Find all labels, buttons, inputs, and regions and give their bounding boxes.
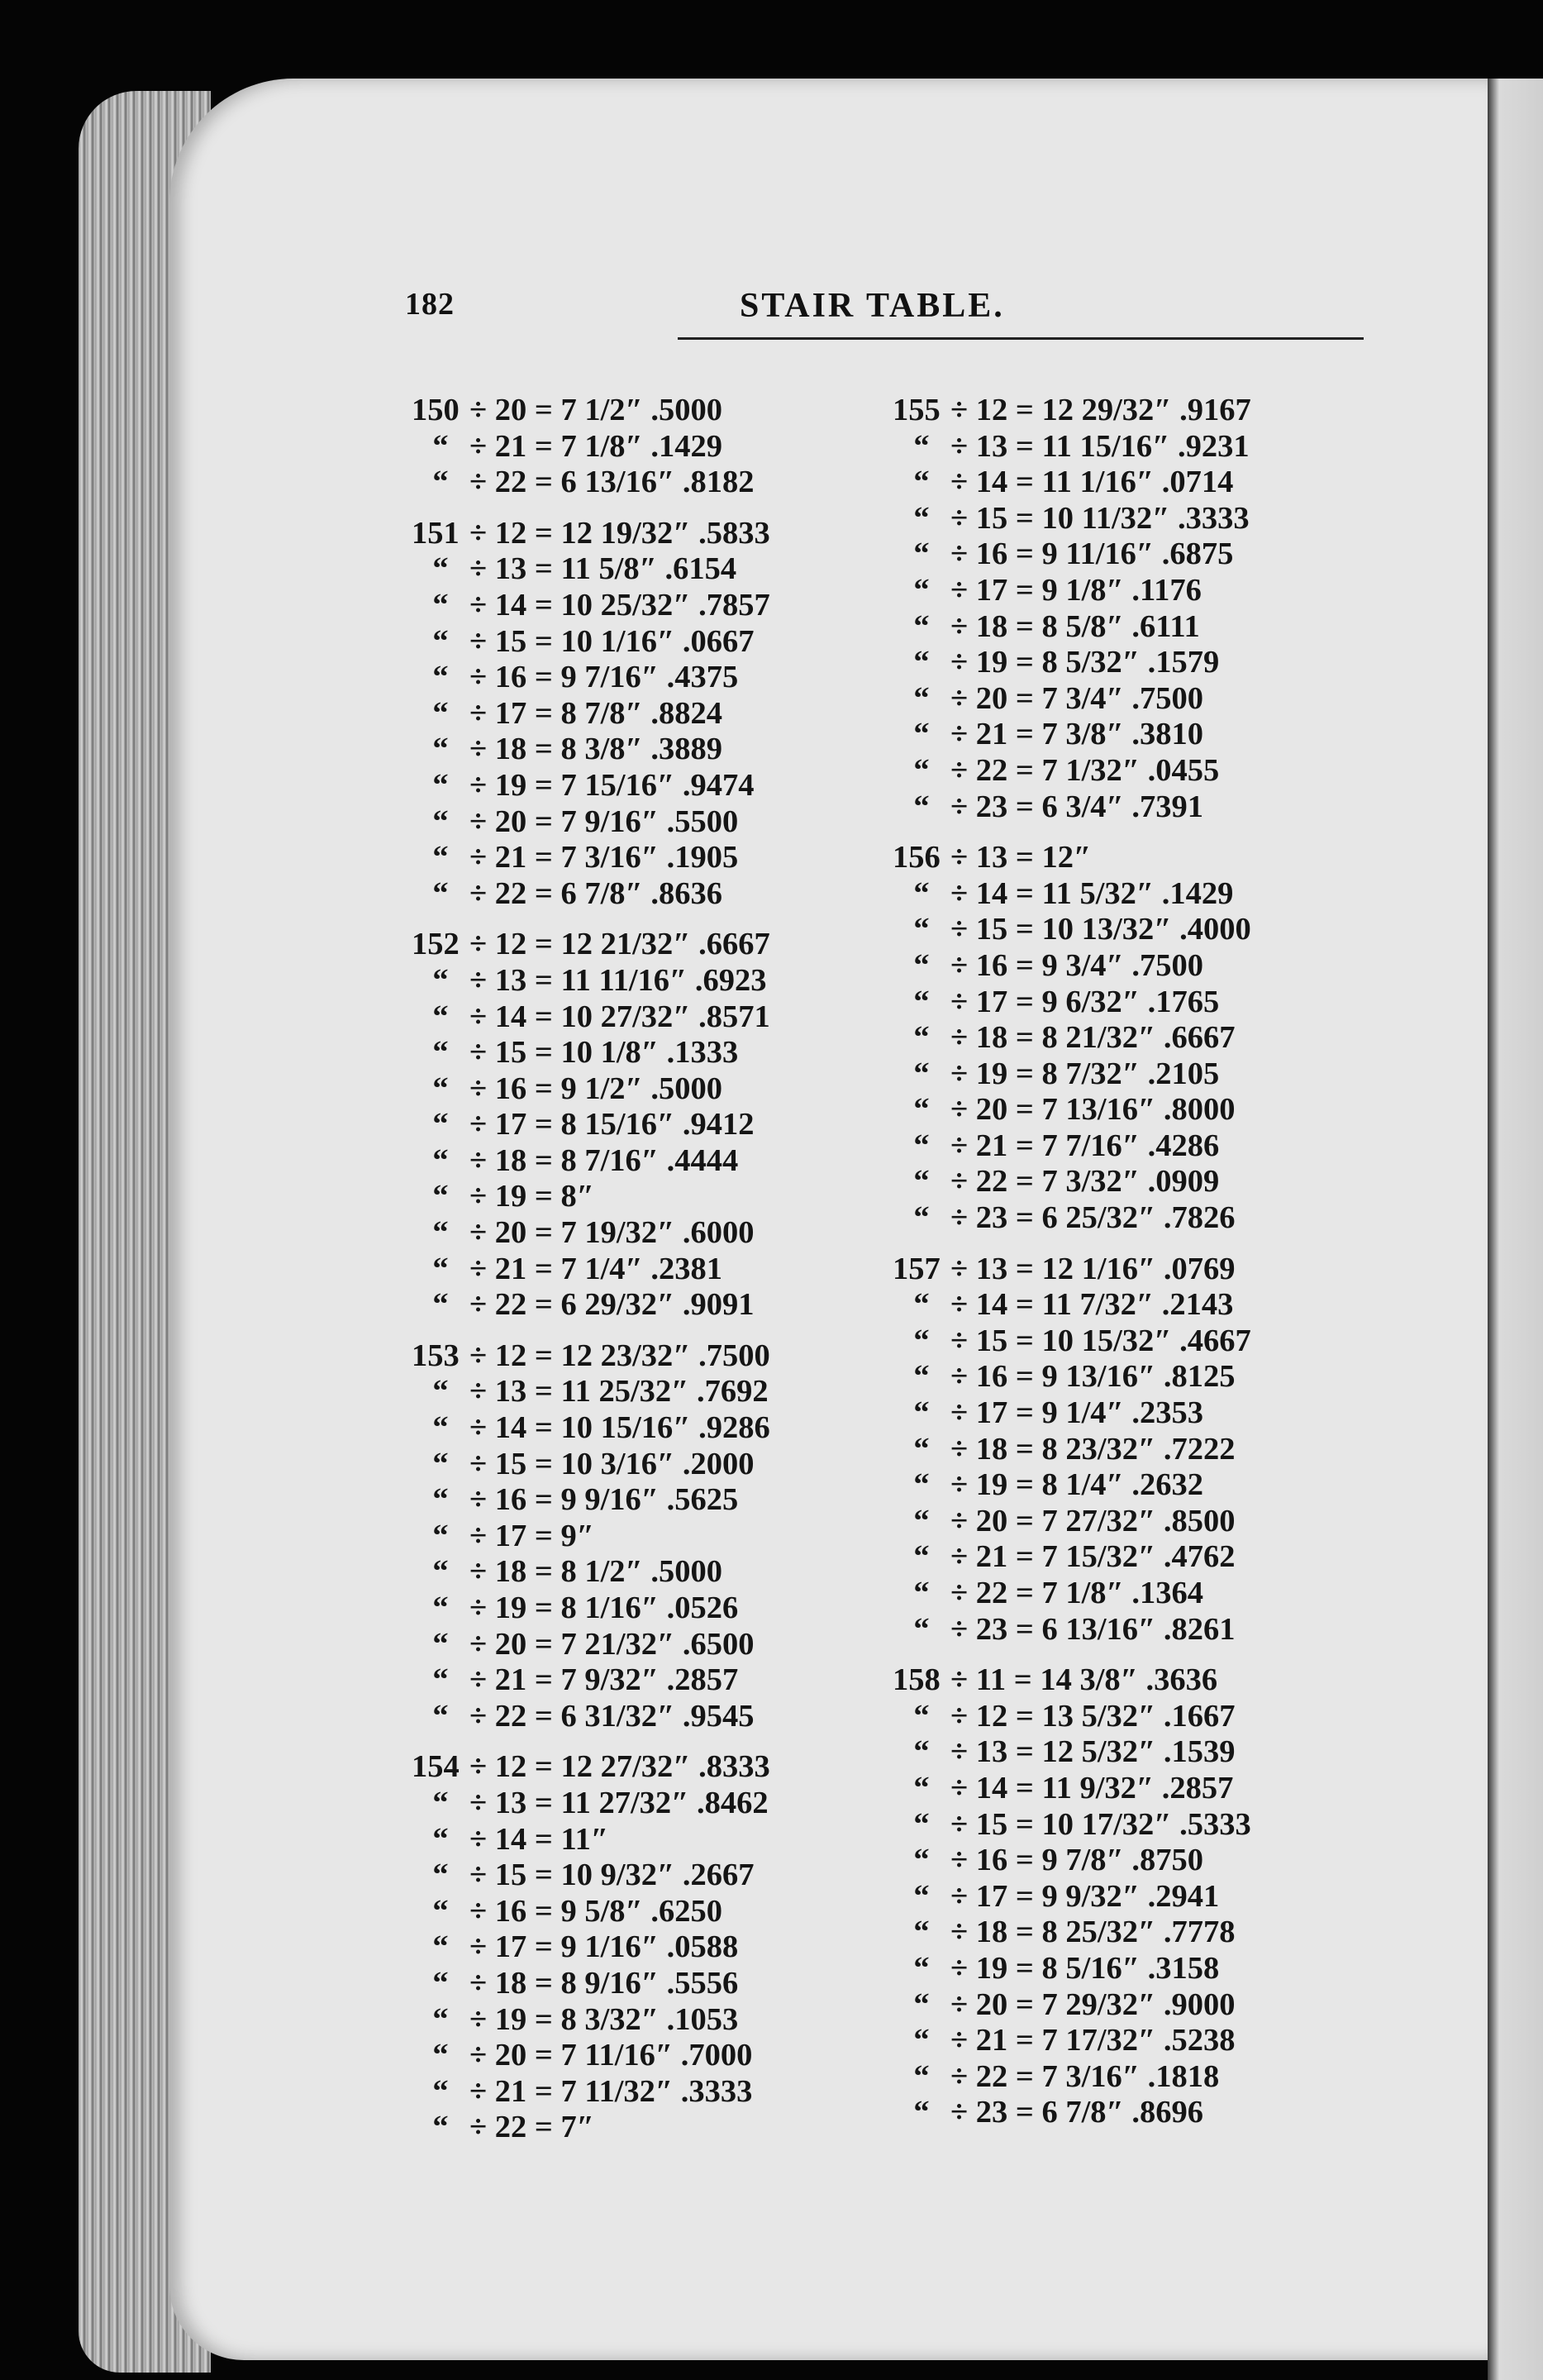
ditto-mark: “ [432,660,449,695]
stair-table-row [893,501,1388,537]
riser-calculation: ÷ 19 = 8″ [469,1179,594,1214]
stair-table-row [893,393,1388,429]
ditto-mark: “ [432,2038,449,2073]
riser-calculation: ÷ 18 = 8 21/32″ .6667 [950,1020,1236,1056]
stair-table-row [412,1554,907,1591]
stair-table-row [893,789,1388,826]
stair-table-row [412,429,907,465]
stair-table-row [893,840,1388,876]
ditto-mark: “ [432,1142,449,1178]
running-title: STAIR TABLE. [740,287,1005,325]
riser-calculation: ÷ 23 = 6 3/4″ .7391 [950,789,1204,824]
ditto-mark: “ [432,1287,449,1323]
riser-calculation: ÷ 21 = 7 3/8″ .3810 [950,717,1204,752]
ditto-mark: “ [432,1107,449,1142]
stair-table-row [412,1071,907,1108]
riser-calculation: ÷ 14 = 11 5/32″ .1429 [950,875,1234,911]
stair-table-row [893,429,1388,465]
riser-calculation: ÷ 15 = 10 11/32″ .3333 [950,500,1250,536]
ditto-mark: “ [913,428,930,464]
stair-table-row [412,876,907,913]
ditto-mark: “ [913,1698,930,1734]
stair-table-row [412,804,907,841]
riser-calculation: ÷ 17 = 8 7/8″ .8824 [469,695,723,731]
riser-calculation: ÷ 13 = 11 25/32″ .7692 [469,1374,769,1409]
ditto-mark: “ [913,1539,930,1575]
ditto-mark: “ [432,1251,449,1286]
stair-table-row [412,1252,907,1288]
stair-table-row [893,609,1388,646]
riser-calculation: ÷ 14 = 11 7/32″ .2143 [950,1287,1234,1323]
stair-table-row [412,516,907,552]
ditto-mark: “ [432,840,449,875]
page-header [405,286,1355,336]
riser-calculation: ÷ 15 = 10 13/32″ .4000 [950,912,1251,947]
ditto-mark: “ [432,2073,449,2109]
ditto-mark: “ [913,912,930,947]
stair-table-row [893,1432,1388,1468]
riser-calculation: ÷ 20 = 7 19/32″ .6000 [469,1215,755,1251]
stair-table-row [893,537,1388,573]
ditto-mark: “ [432,1785,449,1820]
riser-calculation: ÷ 21 = 7 3/16″ .1905 [469,840,739,875]
riser-calculation: ÷ 16 = 9 1/2″ .5000 [469,1071,723,1106]
ditto-mark: “ [432,767,449,803]
ditto-mark: “ [913,1395,930,1431]
ditto-mark: “ [432,1035,449,1071]
riser-calculation: ÷ 15 = 10 3/16″ .2000 [469,1446,755,1481]
stair-table-row [412,2074,907,2111]
stair-table-row [412,1591,907,1627]
stair-table-group [412,1749,907,2146]
riser-calculation: ÷ 16 = 9 9/16″ .5625 [469,1482,739,1518]
riser-calculation: ÷ 21 = 7 17/32″ .5238 [950,2023,1236,2058]
ditto-mark: “ [432,1410,449,1446]
ditto-mark: “ [913,1128,930,1163]
stair-table-row [893,1539,1388,1576]
riser-calculation: ÷ 14 = 10 27/32″ .8571 [469,999,770,1034]
stair-table-row [412,660,907,696]
stair-table-row [893,1467,1388,1504]
ditto-mark: “ [913,1467,930,1503]
stair-table-row [412,1662,907,1699]
stair-table-row [412,1966,907,2002]
total-rise: 158 [893,1662,941,1698]
stair-table-row [893,1092,1388,1128]
riser-calculation: ÷ 15 = 10 15/32″ .4667 [950,1323,1251,1358]
ditto-mark: “ [432,695,449,731]
ditto-mark: “ [913,680,930,716]
riser-calculation: ÷ 12 = 12 27/32″ .8333 [469,1749,770,1785]
ditto-mark: “ [913,2023,930,2058]
ditto-mark: “ [432,1698,449,1734]
ditto-mark: “ [432,1554,449,1590]
riser-calculation: ÷ 19 = 8 7/32″ .2105 [950,1056,1220,1091]
riser-calculation: ÷ 18 = 8 1/2″ .5000 [469,1554,723,1590]
riser-calculation: ÷ 23 = 6 25/32″ .7826 [950,1200,1236,1236]
stair-table-row [412,1287,907,1324]
ditto-mark: “ [432,1929,449,1965]
stair-table-row [412,393,907,429]
riser-calculation: ÷ 22 = 6 31/32″ .9545 [469,1698,755,1734]
stair-table-row [893,2095,1388,2131]
stair-table-row [893,1324,1388,1360]
riser-calculation: ÷ 14 = 11″ [469,1821,609,1857]
stair-table-group [412,1338,907,1735]
ditto-mark: “ [432,962,449,998]
ditto-mark: “ [913,608,930,644]
riser-calculation: ÷ 20 = 7 21/32″ .6500 [469,1626,755,1662]
ditto-mark: “ [913,1359,930,1395]
stair-table-row [893,465,1388,501]
ditto-mark: “ [913,875,930,911]
stair-table-row [893,1287,1388,1324]
ditto-mark: “ [913,1806,930,1842]
riser-calculation: ÷ 14 = 11 1/16″ .0714 [950,465,1234,500]
stair-table-row [412,624,907,661]
riser-calculation: ÷ 22 = 7 1/8″ .1364 [950,1576,1204,1610]
ditto-mark: “ [913,465,930,500]
ditto-mark: “ [913,1200,930,1236]
riser-calculation: ÷ 22 = 7″ [469,2110,594,2145]
total-rise: 152 [412,927,460,962]
riser-calculation: ÷ 12 = 12 23/32″ .7500 [469,1338,770,1373]
ditto-mark: “ [432,999,449,1034]
ditto-mark: “ [432,1591,449,1625]
stair-table-row [893,876,1388,913]
stair-table-row [412,732,907,768]
riser-calculation: ÷ 20 = 7 3/4″ .7500 [950,680,1204,716]
stair-table-row [412,840,907,876]
stair-table-row [893,1734,1388,1771]
riser-calculation: ÷ 17 = 9″ [469,1518,594,1553]
riser-calculation: ÷ 22 = 7 1/32″ .0455 [950,752,1220,788]
riser-calculation: ÷ 12 = 12 21/32″ .6667 [469,927,770,962]
ditto-mark: “ [913,500,930,536]
riser-calculation: ÷ 12 = 12 29/32″ .9167 [950,393,1251,427]
riser-calculation: ÷ 12 = 12 19/32″ .5833 [469,515,770,551]
ditto-mark: “ [432,1179,449,1214]
riser-calculation: ÷ 20 = 7 9/16″ .5500 [469,804,739,839]
ditto-mark: “ [913,752,930,788]
ditto-mark: “ [913,1576,930,1610]
riser-calculation: ÷ 19 = 8 5/32″ .1579 [950,645,1220,680]
stair-table-row [893,1200,1388,1237]
stair-table-row [412,1107,907,1143]
stair-table-group [893,840,1388,1237]
stair-table-row [412,1410,907,1447]
riser-calculation: ÷ 19 = 8 5/16″ .3158 [950,1950,1220,1986]
total-rise: 157 [893,1251,941,1286]
stair-table-row [893,1395,1388,1432]
stair-table-row [893,1252,1388,1288]
riser-calculation: ÷ 20 = 7 29/32″ .9000 [950,1987,1236,2022]
total-rise: 150 [412,393,460,427]
ditto-mark: “ [913,717,930,752]
stair-table-row [893,1843,1388,1879]
riser-calculation: ÷ 16 = 9 5/8″ .6250 [469,1893,723,1929]
riser-calculation: ÷ 19 = 8 1/16″ .0526 [469,1591,739,1625]
ditto-mark: “ [913,1611,930,1647]
stair-table-row [893,1879,1388,1915]
stair-table-row [412,1035,907,1071]
stair-table-row [412,768,907,804]
stair-table-row [412,1447,907,1483]
riser-calculation: ÷ 13 = 11 5/8″ .6154 [469,551,737,587]
stair-table-row [412,1749,907,1786]
ditto-mark: “ [913,984,930,1019]
stair-table-row [412,1858,907,1894]
riser-calculation: ÷ 23 = 6 13/16″ .8261 [950,1611,1236,1647]
facing-page-edge [1488,79,1543,2380]
stair-table-row [893,948,1388,985]
stair-table-row [893,1699,1388,1735]
riser-calculation: ÷ 13 = 12 5/32″ .1539 [950,1734,1236,1770]
stair-table-row [412,927,907,963]
riser-calculation: ÷ 22 = 7 3/16″ .1818 [950,2058,1220,2094]
ditto-mark: “ [913,1503,930,1538]
riser-calculation: ÷ 11 = 14 3/8″ .3636 [950,1662,1218,1698]
ditto-mark: “ [913,1092,930,1128]
riser-calculation: ÷ 17 = 8 15/16″ .9412 [469,1107,755,1142]
riser-calculation: ÷ 15 = 10 1/8″ .1333 [469,1035,739,1071]
riser-calculation: ÷ 18 = 8 9/16″ .5556 [469,1965,739,2001]
stair-table-row [893,1020,1388,1056]
riser-calculation: ÷ 14 = 10 15/16″ .9286 [469,1410,770,1446]
stair-table-row [412,1179,907,1215]
ditto-mark: “ [432,428,449,464]
riser-calculation: ÷ 13 = 12″ [950,840,1092,875]
ditto-mark: “ [913,1950,930,1986]
riser-calculation: ÷ 19 = 7 15/16″ .9474 [469,767,755,803]
riser-calculation: ÷ 20 = 7 11/16″ .7000 [469,2038,753,2073]
stair-table-row [412,1627,907,1663]
ditto-mark: “ [432,1893,449,1929]
stair-table-row [893,681,1388,718]
stair-table-row [893,1771,1388,1807]
stair-table-row [412,1143,907,1180]
ditto-mark: “ [913,1431,930,1467]
ditto-mark: “ [913,1987,930,2022]
riser-calculation: ÷ 16 = 9 7/16″ .4375 [469,660,739,695]
stair-table-row [893,1951,1388,1987]
ditto-mark: “ [432,1965,449,2001]
stair-table-row [412,963,907,999]
ditto-mark: “ [432,1446,449,1481]
ditto-mark: “ [432,732,449,767]
riser-calculation: ÷ 17 = 9 1/16″ .0588 [469,1929,739,1965]
stair-table-row [412,1338,907,1375]
riser-calculation: ÷ 21 = 7 15/32″ .4762 [950,1539,1236,1575]
ditto-mark: “ [913,1056,930,1091]
riser-calculation: ÷ 22 = 6 29/32″ .9091 [469,1287,755,1323]
riser-calculation: ÷ 22 = 6 7/8″ .8636 [469,875,723,911]
ditto-mark: “ [432,1215,449,1251]
ditto-mark: “ [432,875,449,911]
stair-table-row [893,1128,1388,1165]
stair-table-row [412,1786,907,1822]
riser-calculation: ÷ 16 = 9 11/16″ .6875 [950,537,1234,572]
stair-table-row [893,2023,1388,2059]
ditto-mark: “ [913,572,930,608]
page-number: 182 [405,287,455,322]
total-rise: 155 [893,393,941,427]
riser-calculation: ÷ 21 = 7 1/8″ .1429 [469,428,723,464]
riser-calculation: ÷ 17 = 9 1/8″ .1176 [950,572,1202,608]
riser-calculation: ÷ 15 = 10 17/32″ .5333 [950,1806,1251,1842]
stair-table-row [412,1215,907,1252]
ditto-mark: “ [432,1374,449,1409]
riser-calculation: ÷ 16 = 9 13/16″ .8125 [950,1359,1236,1395]
stair-table-group [893,1252,1388,1648]
stair-table-row [893,912,1388,948]
table-column-left [412,393,907,2161]
ditto-mark: “ [432,1821,449,1857]
total-rise: 151 [412,515,460,551]
stair-table-row [893,753,1388,789]
stair-table-row [412,1822,907,1858]
stair-table-row [893,1987,1388,2024]
riser-calculation: ÷ 13 = 12 1/16″ .0769 [950,1251,1236,1286]
riser-calculation: ÷ 19 = 8 3/32″ .1053 [469,2001,739,2037]
riser-calculation: ÷ 18 = 8 25/32″ .7778 [950,1915,1236,1950]
riser-calculation: ÷ 14 = 11 9/32″ .2857 [950,1770,1234,1805]
table-column-right [893,393,1388,2146]
ditto-mark: “ [913,645,930,680]
riser-calculation: ÷ 16 = 9 3/4″ .7500 [950,947,1204,983]
header-rule [678,337,1364,340]
ditto-mark: “ [432,2001,449,2037]
ditto-mark: “ [432,1518,449,1553]
stair-table-row [412,1699,907,1735]
riser-calculation: ÷ 18 = 8 5/8″ .6111 [950,608,1200,644]
ditto-mark: “ [913,1164,930,1200]
stair-table-row [893,1164,1388,1200]
ditto-mark: “ [432,1071,449,1106]
riser-calculation: ÷ 20 = 7 1/2″ .5000 [469,393,723,427]
ditto-mark: “ [432,1626,449,1662]
stair-table-group [412,927,907,1324]
ditto-mark: “ [913,1878,930,1914]
stair-table-row [893,1612,1388,1648]
stair-table-row [412,551,907,588]
stair-table-row [412,2110,907,2146]
stair-table-row [893,1662,1388,1699]
ditto-mark: “ [432,1662,449,1698]
riser-calculation: ÷ 21 = 7 1/4″ .2381 [469,1251,723,1286]
stair-table-row [412,2038,907,2074]
riser-calculation: ÷ 17 = 9 1/4″ .2353 [950,1395,1204,1431]
stair-table-row [412,1374,907,1410]
riser-calculation: ÷ 13 = 11 15/16″ .9231 [950,428,1250,464]
riser-calculation: ÷ 18 = 8 23/32″ .7222 [950,1431,1236,1467]
stair-table-group [412,393,907,501]
ditto-mark: “ [913,1843,930,1878]
ditto-mark: “ [913,537,930,572]
stair-table-row [893,1504,1388,1540]
stair-table-row [412,465,907,501]
ditto-mark: “ [432,804,449,839]
ditto-mark: “ [913,2095,930,2130]
ditto-mark: “ [913,947,930,983]
riser-calculation: ÷ 18 = 8 3/8″ .3889 [469,732,723,767]
riser-calculation: ÷ 13 = 11 27/32″ .8462 [469,1785,769,1820]
stair-table-group [412,516,907,913]
stair-table-row [893,573,1388,609]
riser-calculation: ÷ 21 = 7 7/16″ .4286 [950,1128,1220,1163]
riser-calculation: ÷ 18 = 8 7/16″ .4444 [469,1142,739,1178]
riser-calculation: ÷ 21 = 7 9/32″ .2857 [469,1662,739,1698]
stair-table-row [893,1915,1388,1951]
stair-table-row [893,717,1388,753]
ditto-mark: “ [913,789,930,824]
ditto-mark: “ [432,465,449,500]
stair-table-row [893,1807,1388,1843]
stair-table-row [412,1929,907,1966]
ditto-mark: “ [913,1734,930,1770]
ditto-mark: “ [432,587,449,622]
stair-table-row [412,999,907,1036]
riser-calculation: ÷ 22 = 6 13/16″ .8182 [469,465,755,500]
stair-table-group [893,393,1388,825]
total-rise: 154 [412,1749,460,1785]
riser-calculation: ÷ 23 = 6 7/8″ .8696 [950,2095,1204,2130]
ditto-mark: “ [913,1915,930,1950]
ditto-mark: “ [432,2110,449,2145]
ditto-mark: “ [432,1858,449,1893]
ditto-mark: “ [913,2058,930,2094]
ditto-mark: “ [913,1770,930,1805]
riser-calculation: ÷ 20 = 7 13/16″ .8000 [950,1092,1236,1128]
ditto-mark: “ [432,551,449,587]
stair-table-row [893,1576,1388,1612]
riser-calculation: ÷ 13 = 11 11/16″ .6923 [469,962,767,998]
total-rise: 156 [893,840,941,875]
stair-table-row [412,1894,907,1930]
ditto-mark: “ [913,1323,930,1358]
riser-calculation: ÷ 17 = 9 6/32″ .1765 [950,984,1220,1019]
stair-table-row [893,2059,1388,2096]
stair-table-row [412,696,907,732]
total-rise: 153 [412,1338,460,1373]
riser-calculation: ÷ 12 = 13 5/32″ .1667 [950,1698,1236,1734]
ditto-mark: “ [913,1020,930,1056]
stair-table-row [893,645,1388,681]
stair-table-row [412,1519,907,1555]
riser-calculation: ÷ 15 = 10 9/32″ .2667 [469,1858,755,1893]
riser-calculation: ÷ 19 = 8 1/4″ .2632 [950,1467,1204,1503]
stair-table-row [893,1359,1388,1395]
ditto-mark: “ [913,1287,930,1323]
riser-calculation: ÷ 22 = 7 3/32″ .0909 [950,1164,1220,1200]
riser-calculation: ÷ 17 = 9 9/32″ .2941 [950,1878,1220,1914]
riser-calculation: ÷ 21 = 7 11/32″ .3333 [469,2073,753,2109]
stair-table-row [893,985,1388,1021]
riser-calculation: ÷ 20 = 7 27/32″ .8500 [950,1503,1236,1538]
stair-table-row [412,2002,907,2039]
stair-table-group [893,1662,1388,2131]
stair-table-row [893,1056,1388,1093]
riser-calculation: ÷ 15 = 10 1/16″ .0667 [469,623,755,659]
stair-table-row [412,1482,907,1519]
ditto-mark: “ [432,1482,449,1518]
riser-calculation: ÷ 16 = 9 7/8″ .8750 [950,1843,1204,1878]
stair-table-row [412,588,907,624]
ditto-mark: “ [432,623,449,659]
riser-calculation: ÷ 14 = 10 25/32″ .7857 [469,587,770,622]
